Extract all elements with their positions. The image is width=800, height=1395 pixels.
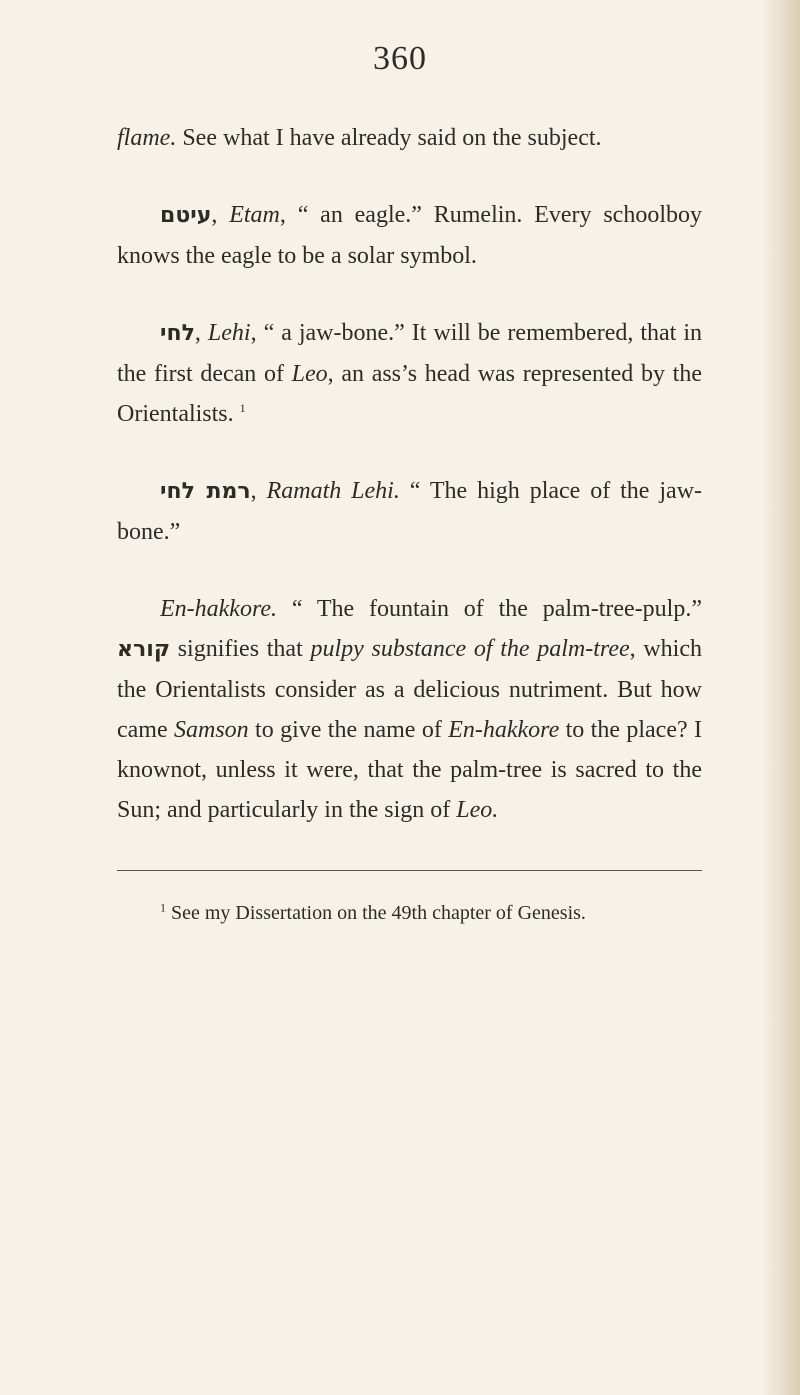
- comma: ,: [250, 478, 257, 504]
- footnote-marker: 1: [239, 401, 246, 415]
- paragraph-text-continued: , an ass’s head was represented by the Orientalists.: [117, 361, 702, 427]
- paragraph-flame: [117, 118, 702, 158]
- hebrew-word: רמת לחי: [160, 479, 251, 504]
- paragraph-text: to the place? I knownot, unless it were, that the palm-tree is sacred to the Sun; and particularly in the sign of: [117, 717, 702, 823]
- page-number: 360: [373, 40, 427, 77]
- paragraph-text: , which the Orientalists consider as a delicious nutriment. But how came: [117, 636, 702, 743]
- page-edge-shadow: [760, 0, 800, 1395]
- paragraph-text: to give the name of: [248, 717, 449, 743]
- italic-phrase: pulpy substance of the palm-tree: [310, 636, 630, 662]
- comma: ,: [211, 202, 218, 228]
- paragraph-text: , “ a jaw-bone.” It will be remembered, that in the first decan of: [117, 320, 702, 387]
- italic-term: Leo.: [456, 797, 499, 823]
- paragraph-etam: [117, 195, 702, 276]
- paragraph-lehi: [117, 313, 702, 434]
- paragraph-ramath-lehi: [117, 471, 702, 552]
- footnote-number: 1: [160, 900, 166, 915]
- hebrew-word: קורא: [117, 637, 171, 662]
- hebrew-word: לחי: [160, 321, 195, 346]
- italic-term: Leo: [291, 361, 328, 387]
- paragraph-text: “ The high place of the jaw-bone.”: [117, 478, 703, 545]
- paragraph-en-hakkore: [117, 589, 702, 830]
- paragraph-text: “ The fountain of the palm-tree-pulp.”: [277, 596, 702, 622]
- paragraph-text: , “ an eagle.” Rumelin. Every schoolboy knows the eagle to be a solar symbol.: [117, 202, 703, 269]
- transliteration: Ramath Lehi.: [266, 478, 400, 504]
- hebrew-word: עיטם: [160, 203, 212, 228]
- italic-name: Samson: [174, 717, 249, 743]
- transliteration: En-hakkore.: [160, 596, 278, 622]
- transliteration: En-hakkore: [448, 717, 560, 743]
- transliteration: Etam: [229, 202, 280, 228]
- footnote-divider: [117, 870, 702, 871]
- transliteration: Lehi: [207, 320, 251, 346]
- footnote: [160, 899, 740, 927]
- comma: ,: [194, 320, 201, 346]
- paragraph-text: See what I have already said on the subject.: [182, 125, 602, 151]
- footnote-text: See my Dissertation on the 49th chapter of Genesis.: [166, 902, 586, 924]
- italic-term: flame.: [117, 125, 177, 151]
- paragraph-text: signifies that: [170, 636, 311, 662]
- main-text: [117, 118, 702, 830]
